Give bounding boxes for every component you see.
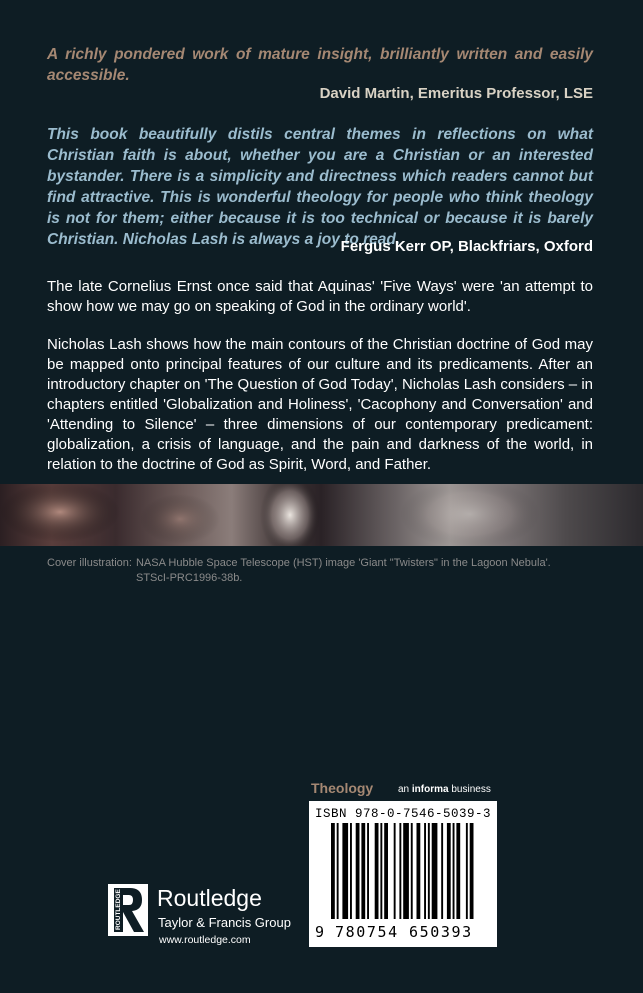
ean-first-digit: 9 (315, 923, 325, 941)
barcode-bar (350, 823, 352, 919)
description-paragraph-2: Nicholas Lash shows how the main contours of the Christian doctrine of God may be mapped onto principal features of our culture and its predicaments. After an introductory chapter on 'The Question of God Today', Nicholas Lash considers – in chapters entitled 'Globalization and Holiness', 'Cacophony and Conversation' and 'Attending to Silence' – three dimensions of our contemporary predicament: globalization, a crisis of language, and the pain and darkness of the world, in relation to the doctrine of God as Spirit, Word, and Father. (47, 336, 593, 473)
barcode-bar (432, 823, 438, 919)
informa-prefix: an (398, 784, 412, 795)
isbn-barcode (309, 801, 497, 947)
barcode-bar (394, 823, 396, 919)
review-attribution-1: David Martin, Emeritus Professor, LSE (319, 85, 593, 102)
barcode-bar (456, 823, 460, 919)
review-attribution-2: Fergus Kerr OP, Blackfriars, Oxford (340, 238, 593, 255)
review-quote-1: A richly pondered work of mature insight, brilliantly written and easily accessible. (47, 46, 593, 84)
barcode-bar (447, 823, 451, 919)
cover-illustration-caption (47, 556, 586, 586)
nebula-image-band (0, 484, 643, 546)
informa-business-tag (398, 784, 491, 795)
barcode-bar (424, 823, 426, 919)
barcode-bar (470, 823, 474, 919)
caption-label: Cover illustration: (47, 557, 132, 569)
barcode-bar (441, 823, 443, 919)
barcode-bar (375, 823, 379, 919)
subject-category: Theology (311, 780, 374, 796)
barcode-bar (466, 823, 468, 919)
barcode-bar (411, 823, 413, 919)
barcode-bar (399, 823, 401, 919)
ean-right-digits: 650393 (409, 923, 473, 941)
barcode-bars (331, 823, 475, 927)
description-paragraph-1: The late Cornelius Ernst once said that Aquinas' 'Five Ways' were 'an attempt to show how we may go on speaking of God in the ordinary world'. (47, 278, 593, 315)
barcode-bar (356, 823, 360, 919)
publisher-name: Routledge (157, 885, 262, 911)
barcode-bar (380, 823, 382, 919)
review-quote-2: This book beautifully distils central themes in reflections on what Christian faith is about, whether you are a Christian or an interested bystander. There is a simplicity and directness which readers cannot but find attractive. This is wonderful theology for people who think theology is not for them; either because it is too technical or because it is barely Christian. Nicholas Lash is always a joy to read. (47, 126, 593, 248)
barcode-bar (453, 823, 455, 919)
barcode-bar (361, 823, 365, 919)
isbn-number: ISBN 978-0-7546-5039-3 (314, 807, 492, 821)
barcode-bar (403, 823, 409, 919)
logo-text: ROUTLEDGE (115, 889, 122, 930)
barcode-bar (337, 823, 339, 919)
barcode-bar (428, 823, 430, 919)
publisher-group: Taylor & Francis Group (158, 915, 291, 930)
barcode-bar (367, 823, 369, 919)
ean-left-digits: 780754 (335, 923, 399, 941)
informa-suffix: business (448, 784, 491, 795)
publisher-website[interactable]: www.routledge.com (159, 934, 251, 946)
barcode-bar (384, 823, 388, 919)
barcode-bar (417, 823, 421, 919)
barcode-bar (342, 823, 348, 919)
barcode-bar (331, 823, 335, 919)
caption-text: NASA Hubble Space Telescope (HST) image 'Giant "Twisters" in the Lagoon Nebula'. STScI-PRC1996-38b. (135, 557, 551, 584)
routledge-logo-icon (108, 884, 148, 936)
informa-brand: informa (411, 784, 449, 795)
